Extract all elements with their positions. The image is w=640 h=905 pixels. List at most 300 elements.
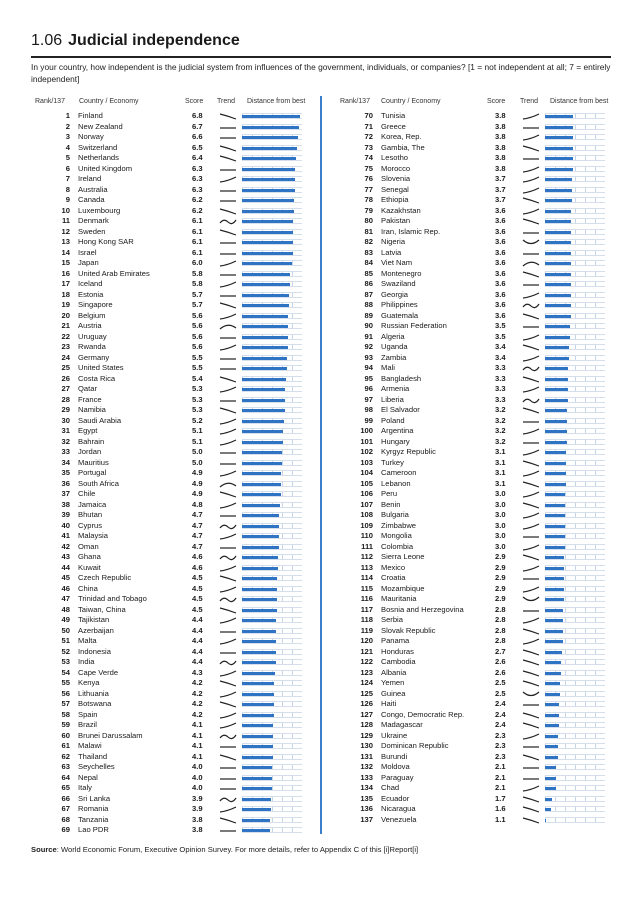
country-name: Bhutan xyxy=(78,510,103,519)
score-value: 2.5 xyxy=(495,678,506,687)
trend-sparkline-icon xyxy=(522,480,540,489)
rank-value: 58 xyxy=(61,709,70,719)
score-value: 4.7 xyxy=(192,541,203,551)
rank-value: 134 xyxy=(360,783,373,792)
trend-sparkline-icon xyxy=(219,511,237,520)
distance-track xyxy=(242,470,302,476)
rank-value: 52 xyxy=(61,646,70,656)
page-header xyxy=(31,30,611,52)
country-name: Burundi xyxy=(381,751,408,761)
trend-line xyxy=(220,325,236,329)
distance-track xyxy=(242,491,302,497)
distance-bar xyxy=(242,472,281,475)
country-name: Swaziland xyxy=(381,279,416,288)
rank-value: 99 xyxy=(364,415,373,425)
trend-sparkline-icon xyxy=(219,595,237,604)
trend-line xyxy=(220,692,236,697)
score-value: 6.3 xyxy=(192,174,203,183)
rank-value: 128 xyxy=(360,720,373,729)
distance-bar xyxy=(242,157,296,160)
distance-bar xyxy=(545,745,558,748)
score-value: 2.9 xyxy=(495,583,506,593)
trend-sparkline-icon xyxy=(219,207,237,216)
trend-line xyxy=(523,387,539,392)
trend-line xyxy=(523,734,539,739)
distance-bar xyxy=(545,808,551,811)
score-value: 5.5 xyxy=(192,352,203,362)
distance-track xyxy=(242,607,302,613)
rank-value: 133 xyxy=(360,772,373,782)
country-name: Switzerland xyxy=(78,142,118,152)
rank-value: 32 xyxy=(61,436,70,446)
country-name: Latvia xyxy=(381,247,402,257)
distance-bar xyxy=(545,504,565,507)
distance-track xyxy=(545,607,605,613)
trend-sparkline-icon xyxy=(219,270,237,279)
rank-value: 72 xyxy=(364,132,373,141)
rank-value: 51 xyxy=(61,636,70,645)
score-value: 2.9 xyxy=(495,552,506,561)
country-name: Hong Kong SAR xyxy=(78,237,134,246)
rank-value: 67 xyxy=(61,804,70,813)
trend-sparkline-icon xyxy=(219,385,237,394)
trend-line xyxy=(523,818,539,823)
rank-value: 69 xyxy=(61,825,70,834)
country-name: Singapore xyxy=(78,300,113,309)
distance-bar xyxy=(242,609,277,612)
distance-track xyxy=(545,754,605,760)
country-name: Guatemala xyxy=(381,310,419,320)
trend-sparkline-icon xyxy=(219,658,237,667)
score-value: 4.0 xyxy=(192,762,203,771)
score-value: 3.6 xyxy=(495,247,506,257)
distance-track xyxy=(242,691,302,697)
trend-sparkline-icon xyxy=(219,543,237,552)
distance-track xyxy=(545,439,605,445)
country-name: Lebanon xyxy=(381,478,411,488)
rank-value: 131 xyxy=(360,751,373,761)
country-name: Egypt xyxy=(78,426,98,435)
trend-line xyxy=(523,597,539,601)
trend-line xyxy=(523,356,539,361)
trend-line xyxy=(220,114,236,119)
country-name: Iceland xyxy=(78,279,103,288)
rank-value: 102 xyxy=(360,447,373,456)
country-name: Finland xyxy=(78,111,103,120)
country-name: Trinidad and Tobago xyxy=(78,594,147,603)
distance-track xyxy=(242,775,302,781)
distance-track xyxy=(545,817,605,823)
country-name: Benin xyxy=(381,499,401,509)
distance-track xyxy=(242,649,302,655)
distance-bar xyxy=(242,640,276,643)
distance-bar xyxy=(545,735,558,738)
country-name: Belgium xyxy=(78,310,106,320)
country-name: Slovenia xyxy=(381,174,411,183)
distance-bar xyxy=(242,210,294,213)
rank-value: 46 xyxy=(61,583,70,593)
distance-bar xyxy=(545,598,564,601)
trend-line xyxy=(523,723,539,728)
country-name: Serbia xyxy=(381,615,403,624)
score-value: 4.1 xyxy=(192,741,203,750)
distance-track xyxy=(545,691,605,697)
rank-value: 1 xyxy=(65,111,70,120)
distance-track xyxy=(242,785,302,791)
country-name: Kenya xyxy=(78,678,100,687)
score-value: 3.8 xyxy=(495,121,506,131)
distance-bar xyxy=(545,367,568,370)
distance-track xyxy=(545,355,605,361)
rank-value: 44 xyxy=(61,562,70,572)
score-value: 4.9 xyxy=(192,489,203,498)
distance-bar xyxy=(242,126,299,129)
col-header-distance-right: Distance from best xyxy=(550,98,609,105)
distance-bar xyxy=(545,409,567,412)
rank-value: 49 xyxy=(61,615,70,624)
score-value: 3.5 xyxy=(495,331,506,341)
distance-track xyxy=(242,796,302,802)
country-name: South Africa xyxy=(78,478,119,488)
rank-value: 94 xyxy=(364,363,373,372)
trend-line xyxy=(523,188,539,193)
distance-bar xyxy=(242,420,284,423)
distance-bar xyxy=(242,451,282,454)
distance-track xyxy=(545,428,605,434)
trend-sparkline-icon xyxy=(522,343,540,352)
country-name: Yemen xyxy=(381,678,405,687)
distance-track xyxy=(545,649,605,655)
score-value: 2.5 xyxy=(495,688,506,698)
country-name: Norway xyxy=(78,132,104,141)
trend-sparkline-icon xyxy=(219,112,237,121)
distance-bar xyxy=(242,577,277,580)
country-name: Bulgaria xyxy=(381,510,409,519)
distance-bar xyxy=(545,546,565,549)
trend-sparkline-icon xyxy=(219,459,237,468)
country-name: Seychelles xyxy=(78,762,115,771)
country-name: Kyrgyz Republic xyxy=(381,447,436,456)
country-name: Czech Republic xyxy=(78,573,132,582)
trend-sparkline-icon xyxy=(219,763,237,772)
distance-bar xyxy=(545,472,566,475)
distance-bar xyxy=(545,420,567,423)
trend-line xyxy=(220,618,236,623)
country-name: Slovak Republic xyxy=(381,625,436,635)
trend-line xyxy=(523,167,539,172)
distance-track xyxy=(242,544,302,550)
distance-track xyxy=(242,481,302,487)
rank-value: 22 xyxy=(61,331,70,341)
distance-bar xyxy=(545,556,564,559)
country-name: Jordan xyxy=(78,447,102,456)
score-value: 3.7 xyxy=(495,195,506,204)
distance-track xyxy=(242,743,302,749)
country-name: Pakistan xyxy=(381,216,411,225)
score-value: 2.9 xyxy=(495,562,506,572)
distance-bar xyxy=(545,462,566,465)
distance-bar xyxy=(545,357,569,360)
score-value: 4.1 xyxy=(192,730,203,740)
rank-value: 93 xyxy=(364,352,373,362)
distance-bar xyxy=(242,346,288,349)
distance-track xyxy=(545,533,605,539)
trend-sparkline-icon xyxy=(219,406,237,415)
trend-sparkline-icon xyxy=(219,259,237,268)
score-value: 4.2 xyxy=(192,699,203,708)
trend-line xyxy=(220,713,236,718)
distance-track xyxy=(545,397,605,403)
distance-track xyxy=(545,680,605,686)
trend-line xyxy=(523,629,539,634)
score-value: 6.1 xyxy=(192,237,203,246)
rank-value: 80 xyxy=(364,216,373,225)
trend-sparkline-icon xyxy=(219,711,237,720)
trend-line xyxy=(523,639,539,644)
trend-line xyxy=(220,723,236,728)
trend-line xyxy=(523,377,539,382)
trend-sparkline-icon xyxy=(522,427,540,436)
page-title xyxy=(31,30,611,52)
distance-bar xyxy=(242,430,283,433)
trend-line xyxy=(220,440,236,445)
distance-track xyxy=(545,218,605,224)
rank-value: 20 xyxy=(61,310,70,320)
country-name: Georgia xyxy=(381,289,409,299)
rank-value: 108 xyxy=(360,510,373,519)
distance-track xyxy=(242,439,302,445)
country-name: Israel xyxy=(78,247,97,257)
country-name: Ghana xyxy=(78,552,101,561)
trend-sparkline-icon xyxy=(522,364,540,373)
score-value: 2.8 xyxy=(495,625,506,635)
distance-bar xyxy=(545,189,572,192)
country-name: Ethiopia xyxy=(381,195,409,204)
distance-bar xyxy=(242,651,276,654)
trend-line xyxy=(220,661,236,665)
score-value: 3.4 xyxy=(495,342,506,351)
country-name: Hungary xyxy=(381,436,410,446)
distance-track xyxy=(545,271,605,277)
distance-track xyxy=(242,271,302,277)
score-value: 4.8 xyxy=(192,499,203,509)
distance-track xyxy=(242,638,302,644)
trend-line xyxy=(523,713,539,718)
rank-value: 121 xyxy=(360,646,373,656)
score-value: 5.0 xyxy=(192,457,203,467)
country-name: Mali xyxy=(381,363,395,372)
distance-bar xyxy=(545,210,571,213)
distance-bar xyxy=(242,115,300,118)
score-value: 2.1 xyxy=(495,762,506,771)
title-rule xyxy=(31,56,611,58)
country-name: Poland xyxy=(381,415,405,425)
country-name: Australia xyxy=(78,184,108,194)
trend-line xyxy=(220,639,236,644)
distance-track xyxy=(242,565,302,571)
trend-sparkline-icon xyxy=(219,144,237,153)
rank-value: 85 xyxy=(364,268,373,278)
distance-track xyxy=(545,134,605,140)
rank-value: 7 xyxy=(65,174,70,183)
distance-bar xyxy=(242,682,274,685)
trend-sparkline-icon xyxy=(522,133,540,142)
trend-sparkline-icon xyxy=(522,280,540,289)
distance-track xyxy=(242,754,302,760)
country-name: Tunisia xyxy=(381,111,406,120)
score-value: 2.9 xyxy=(495,594,506,603)
distance-bar xyxy=(242,567,278,570)
distance-bar xyxy=(242,556,278,559)
score-value: 2.6 xyxy=(495,657,506,666)
trend-sparkline-icon xyxy=(219,553,237,562)
distance-bar xyxy=(242,189,295,192)
score-value: 2.3 xyxy=(495,730,506,740)
trend-sparkline-icon xyxy=(219,280,237,289)
rank-value: 63 xyxy=(61,762,70,771)
rank-value: 98 xyxy=(364,405,373,414)
rank-value: 27 xyxy=(61,384,70,393)
indicator-number: 1.06 xyxy=(31,32,63,49)
rank-value: 82 xyxy=(364,237,373,246)
trend-sparkline-icon xyxy=(522,249,540,258)
trend-line xyxy=(220,177,236,182)
score-value: 1.1 xyxy=(495,814,506,824)
country-name: Germany xyxy=(78,352,110,362)
trend-sparkline-icon xyxy=(522,732,540,741)
trend-line xyxy=(220,525,236,529)
country-name: El Salvador xyxy=(381,405,420,414)
trend-line xyxy=(220,608,236,613)
distance-bar xyxy=(242,703,274,706)
score-value: 3.6 xyxy=(495,279,506,288)
country-name: Honduras xyxy=(381,646,414,656)
rank-value: 57 xyxy=(61,699,70,708)
country-name: Japan xyxy=(78,258,99,267)
distance-bar xyxy=(545,147,573,150)
score-value: 5.6 xyxy=(192,331,203,341)
score-value: 3.8 xyxy=(495,111,506,120)
country-name: Nicaragua xyxy=(381,804,416,813)
distance-bar xyxy=(242,147,297,150)
distance-track xyxy=(545,376,605,382)
trend-sparkline-icon xyxy=(219,522,237,531)
trend-line xyxy=(523,807,539,812)
score-value: 3.6 xyxy=(495,310,506,320)
trend-sparkline-icon xyxy=(522,658,540,667)
trend-line xyxy=(523,566,539,571)
trend-line xyxy=(220,261,236,266)
distance-bar xyxy=(545,168,573,171)
rank-value: 36 xyxy=(61,478,70,488)
rank-value: 12 xyxy=(61,226,70,236)
score-value: 4.4 xyxy=(192,657,203,666)
trend-sparkline-icon xyxy=(522,501,540,510)
trend-sparkline-icon xyxy=(219,564,237,573)
trend-line xyxy=(523,262,539,266)
distance-track xyxy=(242,407,302,413)
distance-bar xyxy=(545,399,568,402)
rank-value: 112 xyxy=(360,552,373,561)
distance-bar xyxy=(545,651,562,654)
col-header-country-left: Country / Economy xyxy=(79,98,139,105)
distance-bar xyxy=(545,199,572,202)
trend-sparkline-icon xyxy=(522,490,540,499)
country-name: Luxembourg xyxy=(78,205,121,215)
trend-sparkline-icon xyxy=(219,175,237,184)
score-value: 3.7 xyxy=(495,174,506,183)
country-name: Qatar xyxy=(78,384,97,393)
trend-sparkline-icon xyxy=(219,606,237,615)
distance-bar xyxy=(242,661,276,664)
rank-value: 34 xyxy=(61,457,70,467)
country-name: Namibia xyxy=(78,405,106,414)
distance-bar xyxy=(242,252,293,255)
country-name: Mauritius xyxy=(78,457,109,467)
country-name: Senegal xyxy=(381,184,409,194)
score-value: 2.1 xyxy=(495,772,506,782)
score-value: 5.8 xyxy=(192,268,203,278)
distance-bar xyxy=(242,798,271,801)
country-name: Romania xyxy=(78,804,109,813)
distance-track xyxy=(545,197,605,203)
country-name: Chad xyxy=(381,783,400,792)
rank-value: 119 xyxy=(360,625,373,635)
distance-track xyxy=(242,365,302,371)
rank-value: 114 xyxy=(360,573,373,582)
trend-sparkline-icon xyxy=(219,816,237,825)
distance-bar xyxy=(242,693,274,696)
distance-bar xyxy=(545,304,571,307)
trend-line xyxy=(220,220,236,224)
country-name: Croatia xyxy=(381,573,406,582)
distance-bar xyxy=(242,766,272,769)
score-value: 4.4 xyxy=(192,636,203,645)
distance-track xyxy=(242,596,302,602)
trend-sparkline-icon xyxy=(522,175,540,184)
distance-track xyxy=(545,638,605,644)
distance-track xyxy=(242,376,302,382)
rank-value: 101 xyxy=(360,436,373,446)
score-value: 4.9 xyxy=(192,468,203,477)
trend-sparkline-icon xyxy=(522,469,540,478)
source-label: Source xyxy=(31,845,57,854)
rank-value: 77 xyxy=(364,184,373,194)
trend-sparkline-icon xyxy=(522,627,540,636)
trend-line xyxy=(220,598,236,602)
rank-value: 48 xyxy=(61,604,70,614)
country-name: Cameroon xyxy=(381,468,417,477)
distance-track xyxy=(242,701,302,707)
trend-sparkline-icon xyxy=(522,196,540,205)
indicator-title: Judicial independence xyxy=(68,32,240,49)
distance-track xyxy=(545,187,605,193)
rank-value: 124 xyxy=(360,678,373,687)
country-name: Canada xyxy=(78,195,105,204)
rank-value: 110 xyxy=(360,531,373,540)
trend-sparkline-icon xyxy=(522,648,540,657)
distance-track xyxy=(242,302,302,308)
country-name: Nigeria xyxy=(381,237,406,246)
distance-track xyxy=(242,239,302,245)
country-name: Botswana xyxy=(78,699,112,708)
trend-line xyxy=(523,177,539,182)
rank-value: 117 xyxy=(360,604,373,614)
col-header-trend-right: Trend xyxy=(520,98,539,105)
country-name: Brunei Darussalam xyxy=(78,730,143,740)
score-value: 4.5 xyxy=(192,604,203,614)
distance-track xyxy=(545,617,605,623)
